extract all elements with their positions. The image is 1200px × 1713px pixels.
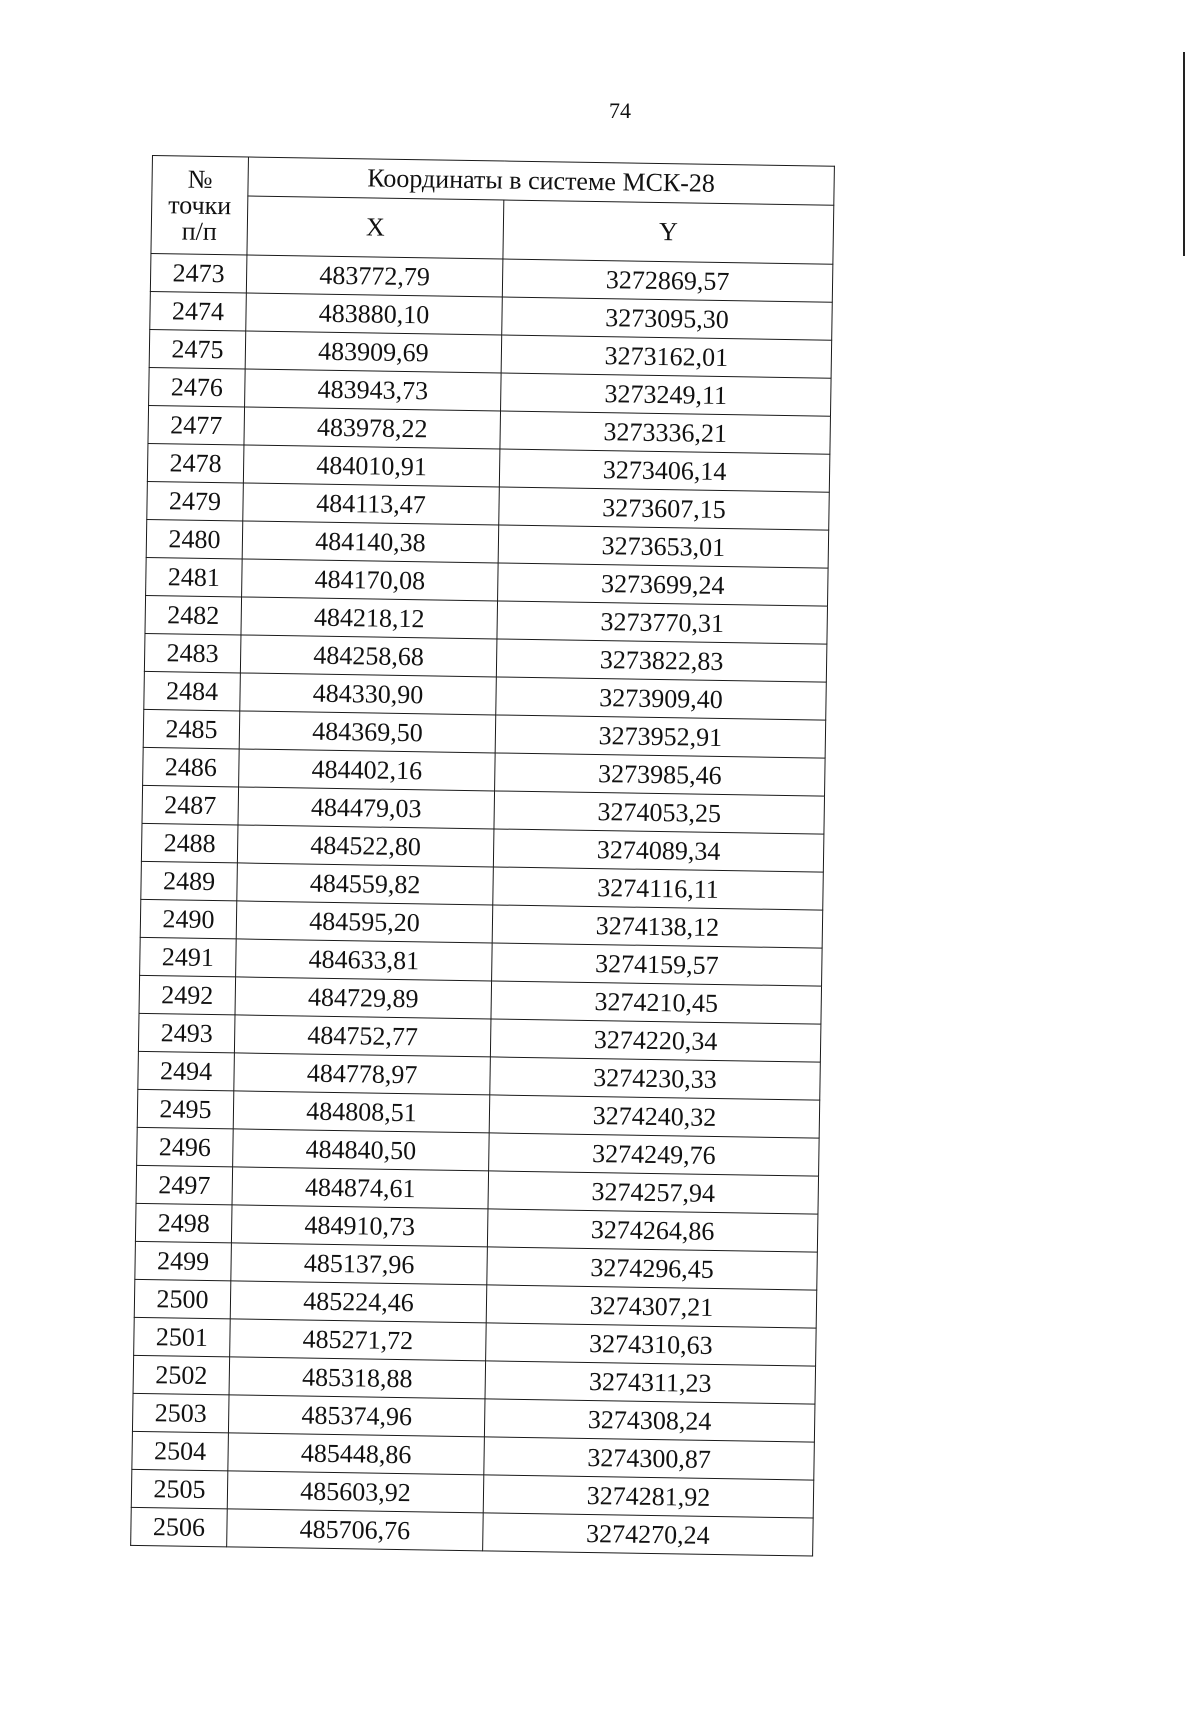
cell-y: 3274300,87: [484, 1437, 815, 1480]
cell-point-number: 2488: [141, 823, 238, 863]
table-body: [131, 253, 833, 1556]
cell-x: 485271,72: [230, 1319, 487, 1361]
cell-point-number: 2497: [136, 1165, 233, 1205]
cell-y: 3274257,94: [488, 1171, 819, 1214]
cell-y: 3274270,24: [483, 1513, 814, 1556]
cell-x: 483772,79: [246, 255, 503, 297]
cell-x: 485137,96: [231, 1243, 488, 1285]
cell-x: 484559,82: [237, 863, 494, 905]
margin-line: [1183, 52, 1185, 256]
cell-y: 3274053,25: [494, 791, 825, 834]
cell-x: 484258,68: [240, 635, 497, 677]
cell-point-number: 2499: [135, 1241, 232, 1281]
cell-x: 484140,38: [242, 521, 499, 563]
cell-point-number: 2485: [143, 709, 240, 749]
cell-x: 485374,96: [228, 1395, 485, 1437]
cell-y: 3274310,63: [486, 1323, 817, 1366]
cell-y: 3273162,01: [501, 335, 832, 378]
cell-point-number: 2504: [132, 1431, 229, 1471]
cell-y: 3273249,11: [501, 373, 832, 416]
cell-y: 3274138,12: [492, 905, 823, 948]
cell-y: 3274307,21: [486, 1285, 817, 1328]
cell-point-number: 2501: [134, 1317, 231, 1357]
coordinates-table: [130, 155, 835, 1557]
cell-point-number: 2492: [139, 975, 236, 1015]
cell-x: 485448,86: [228, 1433, 485, 1475]
cell-point-number: 2502: [133, 1355, 230, 1395]
cell-x: 484752,77: [234, 1015, 491, 1057]
cell-point-number: 2480: [146, 519, 243, 559]
cell-y: 3274264,86: [487, 1209, 818, 1252]
cell-point-number: 2505: [131, 1469, 228, 1509]
cell-y: 3274311,23: [485, 1361, 816, 1404]
cell-x: 484170,08: [242, 559, 499, 601]
cell-x: 484778,97: [234, 1053, 491, 1095]
cell-x: 485318,88: [229, 1357, 486, 1399]
cell-point-number: 2477: [148, 405, 245, 445]
cell-x: 483943,73: [245, 369, 502, 411]
cell-point-number: 2490: [140, 899, 237, 939]
cell-point-number: 2473: [150, 253, 247, 293]
cell-x: 483880,10: [246, 293, 503, 335]
cell-x: 484633,81: [236, 939, 493, 981]
cell-point-number: 2495: [137, 1089, 234, 1129]
cell-y: 3272869,57: [502, 259, 833, 302]
cell-y: 3273607,15: [499, 487, 830, 530]
cell-y: 3274296,45: [487, 1247, 818, 1290]
cell-y: 3274308,24: [484, 1399, 815, 1442]
cell-point-number: 2500: [134, 1279, 231, 1319]
cell-y: 3274220,34: [490, 1019, 821, 1062]
header-point-number: [151, 156, 249, 255]
cell-point-number: 2506: [131, 1507, 228, 1547]
cell-x: 484369,50: [239, 711, 496, 753]
cell-point-number: 2494: [138, 1051, 235, 1091]
cell-y: 3274210,45: [491, 981, 822, 1024]
cell-x: 484840,50: [233, 1129, 490, 1171]
cell-point-number: 2475: [149, 329, 246, 369]
cell-x: 484330,90: [240, 673, 497, 715]
cell-x: 484808,51: [233, 1091, 490, 1133]
cell-x: 484910,73: [231, 1205, 488, 1247]
cell-x: 485706,76: [227, 1509, 484, 1551]
cell-x: 484729,89: [235, 977, 492, 1019]
cell-point-number: 2478: [147, 443, 244, 483]
cell-x: 485603,92: [227, 1471, 484, 1513]
cell-point-number: 2483: [144, 633, 241, 673]
cell-y: 3274240,32: [489, 1095, 820, 1138]
cell-point-number: 2493: [138, 1013, 235, 1053]
cell-x: 484874,61: [232, 1167, 489, 1209]
cell-x: 484595,20: [236, 901, 493, 943]
cell-x: 484113,47: [243, 483, 500, 525]
cell-y: 3274281,92: [483, 1475, 814, 1518]
cell-y: 3273822,83: [496, 639, 827, 682]
cell-y: 3273952,91: [495, 715, 826, 758]
cell-y: 3273699,24: [498, 563, 829, 606]
cell-x: 484010,91: [243, 445, 500, 487]
cell-x: 483978,22: [244, 407, 501, 449]
cell-y: 3273985,46: [495, 753, 826, 796]
cell-point-number: 2474: [150, 291, 247, 331]
cell-x: 483909,69: [245, 331, 502, 373]
cell-y: 3274089,34: [493, 829, 824, 872]
cell-point-number: 2486: [143, 747, 240, 787]
cell-point-number: 2481: [146, 557, 243, 597]
cell-point-number: 2479: [147, 481, 244, 521]
cell-y: 3273770,31: [497, 601, 828, 644]
cell-y: 3274159,57: [492, 943, 823, 986]
cell-x: 485224,46: [230, 1281, 487, 1323]
header-x: X: [247, 196, 504, 259]
cell-point-number: 2476: [149, 367, 246, 407]
cell-x: 484218,12: [241, 597, 498, 639]
cell-x: 484522,80: [237, 825, 494, 867]
cell-point-number: 2498: [135, 1203, 232, 1243]
cell-y: 3274116,11: [493, 867, 824, 910]
table-header: [151, 156, 834, 265]
cell-point-number: 2484: [144, 671, 241, 711]
cell-x: 484479,03: [238, 787, 495, 829]
cell-point-number: 2487: [142, 785, 239, 825]
cell-x: 484402,16: [239, 749, 496, 791]
cell-point-number: 2489: [141, 861, 238, 901]
cell-y: 3273095,30: [502, 297, 833, 340]
cell-y: 3274230,33: [490, 1057, 821, 1100]
cell-y: 3273653,01: [498, 525, 829, 568]
cell-point-number: 2482: [145, 595, 242, 635]
header-coordinates-title: Координаты в системе МСК-28: [248, 157, 835, 205]
cell-y: 3273406,14: [499, 449, 830, 492]
cell-point-number: 2496: [137, 1127, 234, 1167]
cell-y: 3274249,76: [489, 1133, 820, 1176]
cell-point-number: 2503: [132, 1393, 229, 1433]
header-point-number-text: № точки п/п: [168, 164, 232, 246]
cell-point-number: 2491: [140, 937, 237, 977]
header-y: Y: [503, 200, 834, 264]
cell-y: 3273336,21: [500, 411, 831, 454]
page-number: 74: [609, 98, 631, 123]
cell-y: 3273909,40: [496, 677, 827, 720]
